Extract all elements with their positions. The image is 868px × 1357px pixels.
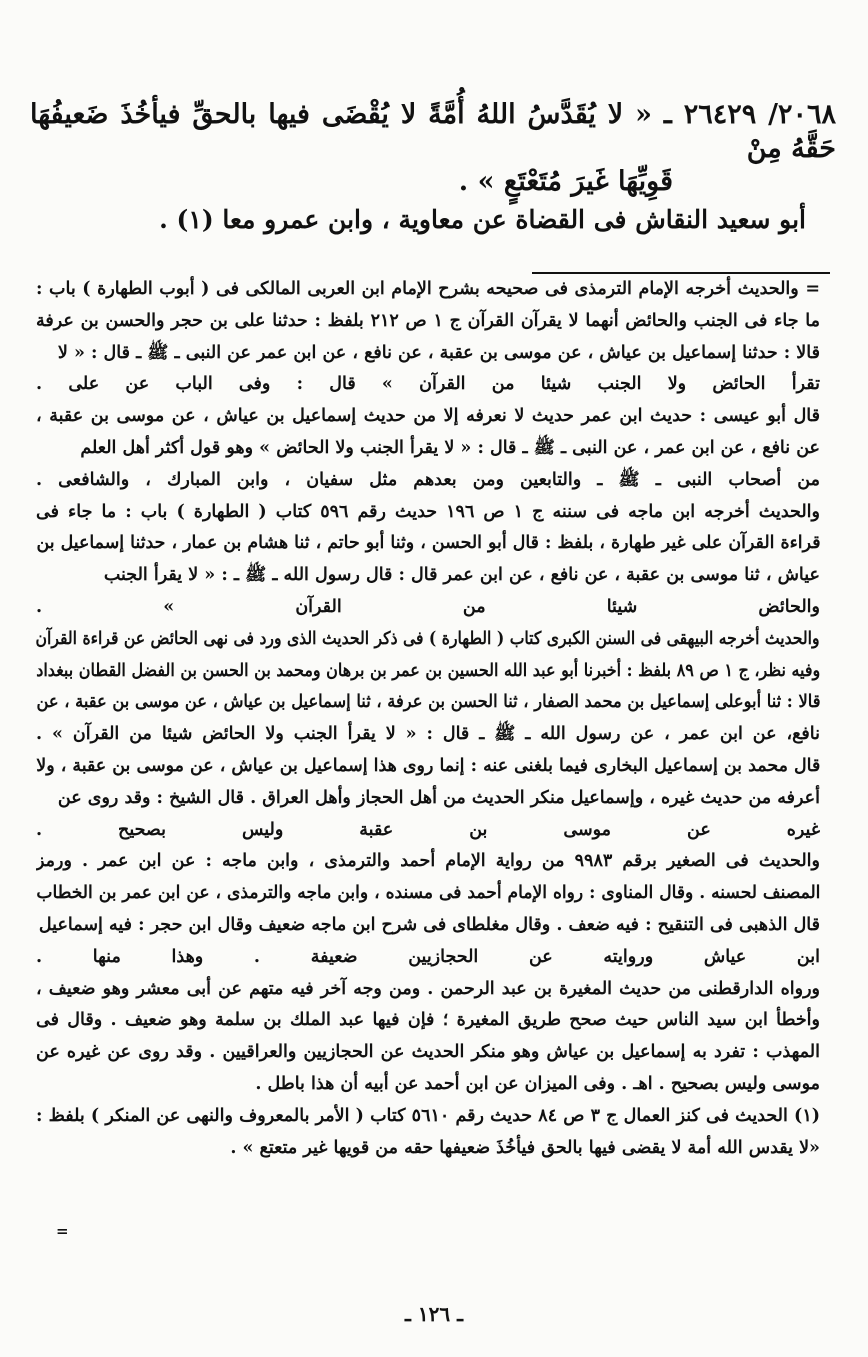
footnote-line: قال محمد بن إسماعيل البخارى فيما بلغنى عنه : إنما روى هذا إسماعيل بن عياش ، عن موسى بن عقبة ، ولا	[36, 755, 820, 776]
footnote-line: وأخطأ ابن سيد الناس حيث صحح طريق المغيرة ؛ فإن فيها عبد الملك بن سلمة وهو ضعيف . وقال فى	[36, 1010, 820, 1031]
page-number: ـ ١٢٦ ـ	[405, 1302, 463, 1326]
footnote-line: قال أبو عيسى : حديث ابن عمر حديث لا نعرفه إلا من حديث إسماعيل بن عياش ، عن موسى بن عقبة ،	[36, 406, 820, 427]
footnote-line: من أصحاب النبى ـ ﷺ ـ والتابعين ومن بعدهم مثل سفيان ، وابن المبارك ، والشافعى .	[36, 469, 820, 490]
footnote-line: = والحديث أخرجه الإمام الترمذى فى صحيحه بشرح الإمام ابن العربى المالكى فى ( أبوب الطهارة ) باب :	[36, 279, 820, 299]
footnote-line: موسى وليس بصحيح . اهـ . وفى الميزان عن ابن أحمد عن أبيه أن هذا باطل .	[255, 1073, 820, 1094]
footnote-line: غيره عن موسى بن عقبة وليس بصحيح .	[36, 819, 820, 840]
footnote-line: المصنف لحسنه . وقال المناوى : رواه الإمام أحمد فى مسنده ، وابن ماجه والترمذى ، عن ابن عمر بن الخطاب	[36, 883, 820, 904]
footnote-line: قراءة القرآن على غير طهارة ، بلفظ : قال أبو الحسن ، وثنا أبو حاتم ، ثنا هشام بن عمار ، حدثنا إسماعيل بن	[36, 533, 820, 554]
footnote-line: المهذب : تفرد به إسماعيل بن عياش وهو منكر الحديث عن الحجازيين والعراقيين . وقد روى عن غيره عن	[36, 1042, 820, 1063]
footnote-line: ورواه الدارقطنى من حديث المغيرة بن عبد الرحمن . ومن وجه آخر فيه متهم عن أبى معشر وهو ضعيف ،	[36, 978, 820, 999]
footnote-line: قال الذهبى فى التنقيح : فيه ضعف . وقال مغلطاى فى شرح ابن ماجه ضعيف وقال ابن حجر : فيه إسماعيل	[38, 914, 820, 935]
footnote-line: والحديث أخرجه البيهقى فى السنن الكبرى كتاب ( الطهارة ) فى ذكر الحديث الذى ورد فى نهى الحائض عن قراءة القرآن	[36, 628, 820, 649]
footnote-line: قالا : حدثنا إسماعيل بن عياش ، عن موسى بن عقبة ، عن نافع ، عن ابن عمر عن النبى ـ ﷺ ـ قال : « لا	[57, 342, 820, 363]
footnote-line: ما جاء فى الجنب والحائض أنهما لا يقرآن القرآن ج ١ ص ٢١٢ بلفظ : حدثنا على بن حجر والحسن بن عرفة	[36, 310, 820, 331]
footnotes-block	[36, 274, 820, 1164]
footnote-line: «لا يقدس الله أمة لا يقضى فيها بالحق فيأخُذَ ضعيفها حقه من قويها غير متعتع » .	[230, 1137, 820, 1158]
footnote-line: والحديث أخرجه ابن ماجه فى سننه ج ١ ص ١٩٦ حديث رقم ٥٩٦ كتاب ( الطهارة ) باب : ما جاء فى	[36, 501, 820, 522]
footnote-line: تقرأ الحائض ولا الجنب شيئا من القرآن » قال : وفى الباب عن على .	[36, 374, 820, 395]
footnote-line: نافع، عن ابن عمر ، عن رسول الله ـ ﷺ ـ قال : « لا يقرأ الجنب ولا الحائض شيئا من القرآن » .	[36, 724, 820, 745]
footnote-line: قالا : ثنا أبوعلى إسماعيل بن محمد الصفار ، ثنا الحسن بن عرفة ، ثنا إسماعيل بن عياش ، عن موسى بن عقبة ، عن	[36, 692, 820, 713]
hadith-line-1: ٢٠٦٨/ ٢٦٤٢٩ ـ « لا يُقَدَّسُ اللهُ أُمَّةً لا يُقْضَى فيها بالحقِّ فيأخُذَ ضَعيفُهَا حَقَّهُ مِنْ	[30, 99, 836, 164]
footnote-line: عياش ، ثنا موسى بن عقبة ، عن نافع ، عن ابن عمر قال : قال رسول الله ـ ﷺ ـ : « لا يقرأ الجنب	[103, 565, 820, 586]
hadith-line-2: قَوِيِّهَا غَيرَ مُتَعْتَعٍ » .	[458, 166, 673, 197]
footnote-line: والحائض شيئا من القرآن » .	[36, 596, 820, 617]
footnote-line: عن نافع ، عن ابن عمر ، عن النبى ـ ﷺ ـ قال : « لا يقرأ الجنب ولا الحائض » وهو قول أكثر أهل العلم	[80, 437, 820, 458]
footnote-line: والحديث فى الصغير برقم ٩٩٨٣ من رواية الإمام أحمد والترمذى ، وابن ماجه : عن ابن عمر . ورمز	[36, 851, 820, 872]
footnote-line: وفيه نظر، ج ١ ص ٨٩ بلفظ : أخبرنا أبو عبد الله الحسين بن عمر بن برهان ومحمد بن الحسن بن الفضل القطان ببغداد	[36, 660, 820, 681]
footnote-line: أعرفه من حديث غيره ، وإسماعيل منكر الحديث من أهل الحجاز وأهل العراق . قال الشيخ : وقد روى عن	[57, 787, 820, 808]
continuation-mark: =	[56, 1222, 69, 1240]
hadith-source-line: أبو سعيد النقاش فى القضاة عن معاوية ، وابن عمرو معا (١) .	[159, 205, 806, 234]
footnote-line: (١) الحديث فى كنز العمال ج ٣ ص ٨٤ حديث رقم ٥٦١٠ كتاب ( الأمر بالمعروف والنهى عن المنكر ) بلفظ :	[36, 1105, 820, 1126]
footnote-line: ابن عياش وروايته عن الحجازيين ضعيفة . وهذا منها .	[36, 946, 820, 967]
